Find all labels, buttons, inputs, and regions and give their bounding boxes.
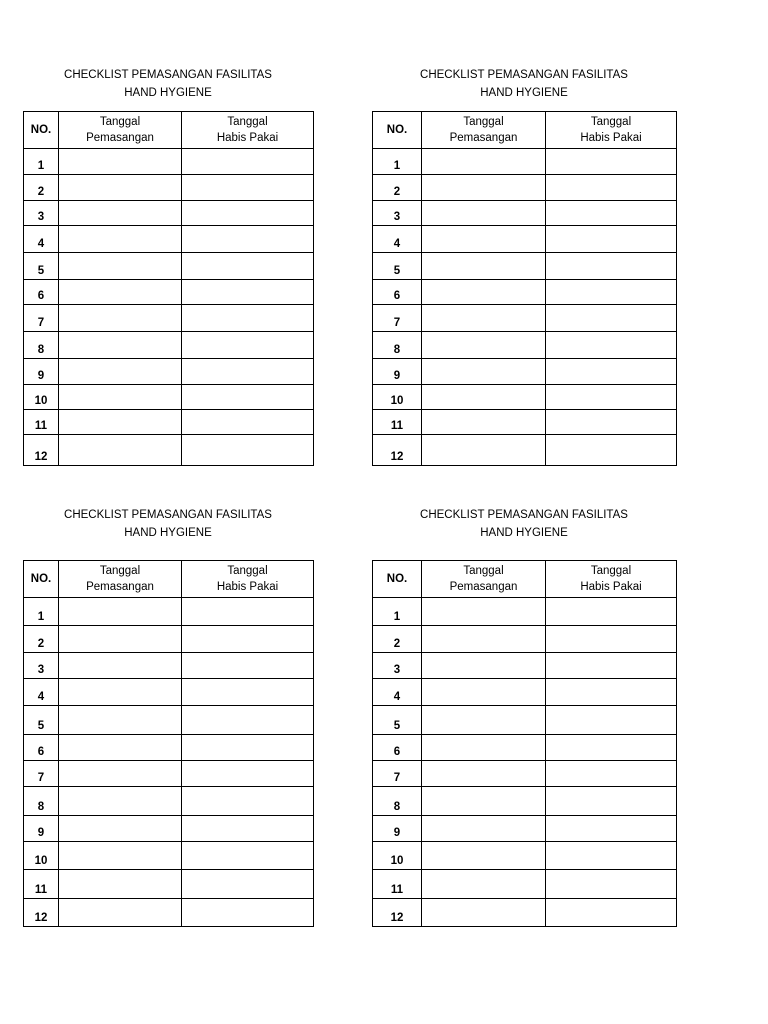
column-header-line: Pemasangan <box>86 581 154 593</box>
sheet-title-line1: CHECKLIST PEMASANGAN FASILITAS <box>64 509 272 521</box>
row-number: 4 <box>373 679 422 706</box>
cell-tanggal-habis-pakai[interactable] <box>182 226 314 253</box>
cell-tanggal-pemasangan[interactable] <box>422 787 546 816</box>
column-header-tanggal-habis-pakai <box>546 561 677 598</box>
column-header-line: Habis Pakai <box>580 132 642 144</box>
row-number: 8 <box>373 332 422 359</box>
sheet-title-line2: HAND HYGIENE <box>480 87 568 99</box>
header-row <box>373 112 677 149</box>
cell-tanggal-pemasangan[interactable] <box>422 332 546 359</box>
checklist-table <box>23 111 314 466</box>
row-number: 7 <box>373 761 422 787</box>
table-row <box>24 626 314 653</box>
cell-tanggal-habis-pakai[interactable] <box>546 653 677 679</box>
cell-tanggal-habis-pakai[interactable] <box>546 761 677 787</box>
table-row <box>373 332 677 359</box>
cell-tanggal-pemasangan[interactable] <box>59 305 182 332</box>
cell-tanggal-habis-pakai[interactable] <box>546 735 677 761</box>
cell-tanggal-pemasangan[interactable] <box>59 761 182 787</box>
cell-tanggal-pemasangan[interactable] <box>59 787 182 816</box>
column-header-no: NO. <box>373 112 422 149</box>
row-number: 2 <box>24 626 59 653</box>
cell-tanggal-habis-pakai[interactable] <box>546 201 677 226</box>
table-row <box>24 653 314 679</box>
table-row <box>24 870 314 899</box>
cell-tanggal-pemasangan[interactable] <box>422 253 546 280</box>
row-number: 3 <box>24 653 59 679</box>
cell-tanggal-pemasangan[interactable] <box>59 653 182 679</box>
cell-tanggal-habis-pakai[interactable] <box>182 761 314 787</box>
cell-tanggal-pemasangan[interactable] <box>59 842 182 870</box>
row-number: 8 <box>373 787 422 816</box>
table-row <box>373 226 677 253</box>
cell-tanggal-pemasangan[interactable] <box>422 761 546 787</box>
cell-tanggal-habis-pakai[interactable] <box>546 359 677 385</box>
cell-tanggal-pemasangan[interactable] <box>422 410 546 435</box>
cell-tanggal-habis-pakai[interactable] <box>546 226 677 253</box>
column-header-line: Tanggal <box>227 116 268 128</box>
cell-tanggal-pemasangan[interactable] <box>422 816 546 842</box>
table-row <box>24 149 314 175</box>
cell-tanggal-habis-pakai[interactable] <box>182 842 314 870</box>
table-row <box>373 706 677 735</box>
row-number: 1 <box>373 149 422 175</box>
table-row <box>373 787 677 816</box>
cell-tanggal-habis-pakai[interactable] <box>182 175 314 201</box>
table-row <box>24 787 314 816</box>
table-row <box>24 175 314 201</box>
cell-tanggal-pemasangan[interactable] <box>59 816 182 842</box>
cell-tanggal-pemasangan[interactable] <box>422 706 546 735</box>
table-row <box>373 735 677 761</box>
table-row <box>373 280 677 305</box>
table-row <box>373 201 677 226</box>
table-row <box>373 816 677 842</box>
table-row <box>373 653 677 679</box>
checklist-table <box>372 111 677 466</box>
table-row <box>373 870 677 899</box>
cell-tanggal-pemasangan[interactable] <box>422 870 546 899</box>
cell-tanggal-habis-pakai[interactable] <box>546 332 677 359</box>
table-row <box>373 359 677 385</box>
column-header-line: Tanggal <box>463 116 504 128</box>
cell-tanggal-pemasangan[interactable] <box>422 280 546 305</box>
cell-tanggal-habis-pakai[interactable] <box>546 679 677 706</box>
row-number: 9 <box>24 359 59 385</box>
column-header-tanggal-habis-pakai <box>182 112 314 149</box>
column-header-line: Tanggal <box>99 116 141 128</box>
sheet-title-line1: CHECKLIST PEMASANGAN FASILITAS <box>64 69 272 81</box>
row-number: 12 <box>373 899 422 927</box>
cell-tanggal-habis-pakai[interactable] <box>182 385 314 410</box>
cell-tanggal-habis-pakai[interactable] <box>546 175 677 201</box>
cell-tanggal-habis-pakai[interactable] <box>546 626 677 653</box>
table-row <box>24 816 314 842</box>
row-number: 10 <box>373 385 422 410</box>
row-number: 12 <box>24 899 59 927</box>
row-number: 8 <box>24 787 59 816</box>
cell-tanggal-pemasangan[interactable] <box>422 226 546 253</box>
row-number: 6 <box>373 280 422 305</box>
cell-tanggal-habis-pakai[interactable] <box>546 870 677 899</box>
row-number: 6 <box>24 280 59 305</box>
column-header-tanggal-habis-pakai <box>182 561 314 598</box>
table-row <box>373 175 677 201</box>
table-row <box>24 899 314 927</box>
cell-tanggal-pemasangan[interactable] <box>59 201 182 226</box>
cell-tanggal-habis-pakai[interactable] <box>182 626 314 653</box>
cell-tanggal-habis-pakai[interactable] <box>182 201 314 226</box>
row-number: 5 <box>24 253 59 280</box>
row-number: 10 <box>24 842 59 870</box>
cell-tanggal-habis-pakai[interactable] <box>546 842 677 870</box>
row-number: 7 <box>24 761 59 787</box>
cell-tanggal-pemasangan[interactable] <box>59 706 182 735</box>
cell-tanggal-habis-pakai[interactable] <box>546 280 677 305</box>
row-number: 7 <box>373 305 422 332</box>
column-header-no: NO. <box>24 112 59 149</box>
row-number: 3 <box>373 653 422 679</box>
column-header-line: Habis Pakai <box>580 581 642 593</box>
sheet-title <box>23 66 313 102</box>
row-number: 12 <box>24 435 59 466</box>
table-row <box>24 359 314 385</box>
table-row <box>24 305 314 332</box>
table-row <box>373 842 677 870</box>
cell-tanggal-habis-pakai[interactable] <box>182 653 314 679</box>
column-header-line: Tanggal <box>99 565 141 577</box>
table-row <box>24 842 314 870</box>
cell-tanggal-habis-pakai[interactable] <box>182 332 314 359</box>
row-number: 5 <box>373 253 422 280</box>
row-number: 9 <box>373 359 422 385</box>
cell-tanggal-pemasangan[interactable] <box>59 870 182 899</box>
column-header-tanggal-pemasangan <box>59 112 182 149</box>
table-row <box>373 899 677 927</box>
column-header-no: NO. <box>24 561 59 598</box>
cell-tanggal-pemasangan[interactable] <box>422 149 546 175</box>
row-number: 11 <box>24 870 59 899</box>
sheet-title-line2: HAND HYGIENE <box>124 87 212 99</box>
cell-tanggal-pemasangan[interactable] <box>422 598 546 626</box>
row-number: 11 <box>373 410 422 435</box>
cell-tanggal-habis-pakai[interactable] <box>182 679 314 706</box>
sheet-title <box>372 506 676 542</box>
cell-tanggal-habis-pakai[interactable] <box>546 598 677 626</box>
row-number: 6 <box>373 735 422 761</box>
column-header-tanggal-pemasangan <box>59 561 182 598</box>
cell-tanggal-habis-pakai[interactable] <box>182 305 314 332</box>
table-row <box>24 435 314 466</box>
cell-tanggal-pemasangan[interactable] <box>59 359 182 385</box>
cell-tanggal-pemasangan[interactable] <box>59 385 182 410</box>
row-number: 12 <box>373 435 422 466</box>
cell-tanggal-habis-pakai[interactable] <box>546 149 677 175</box>
checklist-table <box>372 560 677 927</box>
column-header-tanggal-pemasangan <box>422 112 546 149</box>
table-row <box>24 761 314 787</box>
sheet-title-line2: HAND HYGIENE <box>124 527 212 539</box>
header-row <box>24 112 314 149</box>
cell-tanggal-pemasangan[interactable] <box>59 253 182 280</box>
table-row <box>373 761 677 787</box>
cell-tanggal-habis-pakai[interactable] <box>182 598 314 626</box>
cell-tanggal-pemasangan[interactable] <box>59 598 182 626</box>
table-row <box>24 226 314 253</box>
cell-tanggal-pemasangan[interactable] <box>422 735 546 761</box>
column-header-line: Tanggal <box>227 565 268 577</box>
cell-tanggal-pemasangan[interactable] <box>422 305 546 332</box>
row-number: 10 <box>373 842 422 870</box>
cell-tanggal-pemasangan[interactable] <box>59 679 182 706</box>
cell-tanggal-pemasangan[interactable] <box>59 149 182 175</box>
cell-tanggal-pemasangan[interactable] <box>59 280 182 305</box>
cell-tanggal-habis-pakai[interactable] <box>182 787 314 816</box>
cell-tanggal-pemasangan[interactable] <box>59 626 182 653</box>
column-header-line: Habis Pakai <box>216 132 279 144</box>
table-row <box>24 410 314 435</box>
cell-tanggal-pemasangan[interactable] <box>422 653 546 679</box>
row-number: 11 <box>24 410 59 435</box>
table-row <box>24 735 314 761</box>
cell-tanggal-pemasangan[interactable] <box>422 842 546 870</box>
column-header-tanggal-habis-pakai <box>546 112 677 149</box>
cell-tanggal-pemasangan[interactable] <box>422 899 546 927</box>
row-number: 9 <box>24 816 59 842</box>
cell-tanggal-habis-pakai[interactable] <box>546 305 677 332</box>
cell-tanggal-habis-pakai[interactable] <box>546 706 677 735</box>
table-row <box>373 679 677 706</box>
table-row <box>24 598 314 626</box>
cell-tanggal-pemasangan[interactable] <box>59 332 182 359</box>
cell-tanggal-pemasangan[interactable] <box>59 410 182 435</box>
cell-tanggal-pemasangan[interactable] <box>422 435 546 466</box>
checklist-table <box>23 560 314 927</box>
cell-tanggal-habis-pakai[interactable] <box>182 410 314 435</box>
cell-tanggal-pemasangan[interactable] <box>422 175 546 201</box>
table-row <box>373 598 677 626</box>
cell-tanggal-habis-pakai[interactable] <box>182 359 314 385</box>
row-number: 7 <box>24 305 59 332</box>
row-number: 2 <box>373 175 422 201</box>
cell-tanggal-habis-pakai[interactable] <box>182 253 314 280</box>
cell-tanggal-habis-pakai[interactable] <box>182 435 314 466</box>
cell-tanggal-habis-pakai[interactable] <box>182 816 314 842</box>
column-header-line: Habis Pakai <box>216 581 279 593</box>
cell-tanggal-habis-pakai[interactable] <box>182 149 314 175</box>
column-header-line: Pemasangan <box>449 581 518 593</box>
row-number: 5 <box>373 706 422 735</box>
table-row <box>373 149 677 175</box>
row-number: 1 <box>24 598 59 626</box>
sheet-title <box>372 66 676 102</box>
row-number: 3 <box>373 201 422 226</box>
cell-tanggal-habis-pakai[interactable] <box>182 899 314 927</box>
table-row <box>373 385 677 410</box>
row-number: 5 <box>24 706 59 735</box>
cell-tanggal-habis-pakai[interactable] <box>546 435 677 466</box>
column-header-line: Pemasangan <box>449 132 518 144</box>
row-number: 3 <box>24 201 59 226</box>
table-row <box>24 332 314 359</box>
column-header-tanggal-pemasangan <box>422 561 546 598</box>
row-number: 9 <box>373 816 422 842</box>
row-number: 1 <box>373 598 422 626</box>
cell-tanggal-habis-pakai[interactable] <box>546 899 677 927</box>
row-number: 2 <box>24 175 59 201</box>
cell-tanggal-pemasangan[interactable] <box>59 735 182 761</box>
cell-tanggal-habis-pakai[interactable] <box>546 816 677 842</box>
table-row <box>373 253 677 280</box>
sheet-title-line1: CHECKLIST PEMASANGAN FASILITAS <box>420 509 628 521</box>
row-number: 10 <box>24 385 59 410</box>
cell-tanggal-pemasangan[interactable] <box>59 226 182 253</box>
column-header-no: NO. <box>373 561 422 598</box>
table-row <box>24 253 314 280</box>
header-row <box>24 561 314 598</box>
row-number: 4 <box>24 226 59 253</box>
table-row <box>373 410 677 435</box>
cell-tanggal-habis-pakai[interactable] <box>546 253 677 280</box>
table-row <box>24 706 314 735</box>
cell-tanggal-pemasangan[interactable] <box>422 679 546 706</box>
row-number: 4 <box>373 226 422 253</box>
table-row <box>373 435 677 466</box>
cell-tanggal-pemasangan[interactable] <box>59 175 182 201</box>
cell-tanggal-pemasangan[interactable] <box>422 359 546 385</box>
table-row <box>373 626 677 653</box>
table-row <box>373 305 677 332</box>
sheet-title-line1: CHECKLIST PEMASANGAN FASILITAS <box>420 69 628 81</box>
sheet-title-line2: HAND HYGIENE <box>480 527 568 539</box>
cell-tanggal-pemasangan[interactable] <box>59 435 182 466</box>
cell-tanggal-pemasangan[interactable] <box>59 899 182 927</box>
row-number: 1 <box>24 149 59 175</box>
column-header-line: Tanggal <box>590 565 632 577</box>
cell-tanggal-habis-pakai[interactable] <box>182 706 314 735</box>
row-number: 4 <box>24 679 59 706</box>
table-row <box>24 385 314 410</box>
cell-tanggal-habis-pakai[interactable] <box>546 787 677 816</box>
column-header-line: Pemasangan <box>86 132 154 144</box>
row-number: 11 <box>373 870 422 899</box>
column-header-line: Tanggal <box>463 565 504 577</box>
row-number: 8 <box>24 332 59 359</box>
cell-tanggal-pemasangan[interactable] <box>422 626 546 653</box>
cell-tanggal-habis-pakai[interactable] <box>182 870 314 899</box>
table-row <box>24 679 314 706</box>
cell-tanggal-habis-pakai[interactable] <box>182 280 314 305</box>
cell-tanggal-habis-pakai[interactable] <box>546 410 677 435</box>
cell-tanggal-habis-pakai[interactable] <box>546 385 677 410</box>
row-number: 2 <box>373 626 422 653</box>
table-row <box>24 280 314 305</box>
cell-tanggal-habis-pakai[interactable] <box>182 735 314 761</box>
cell-tanggal-pemasangan[interactable] <box>422 385 546 410</box>
header-row <box>373 561 677 598</box>
table-row <box>24 201 314 226</box>
cell-tanggal-pemasangan[interactable] <box>422 201 546 226</box>
sheet-title <box>23 506 313 542</box>
column-header-line: Tanggal <box>590 116 632 128</box>
row-number: 6 <box>24 735 59 761</box>
